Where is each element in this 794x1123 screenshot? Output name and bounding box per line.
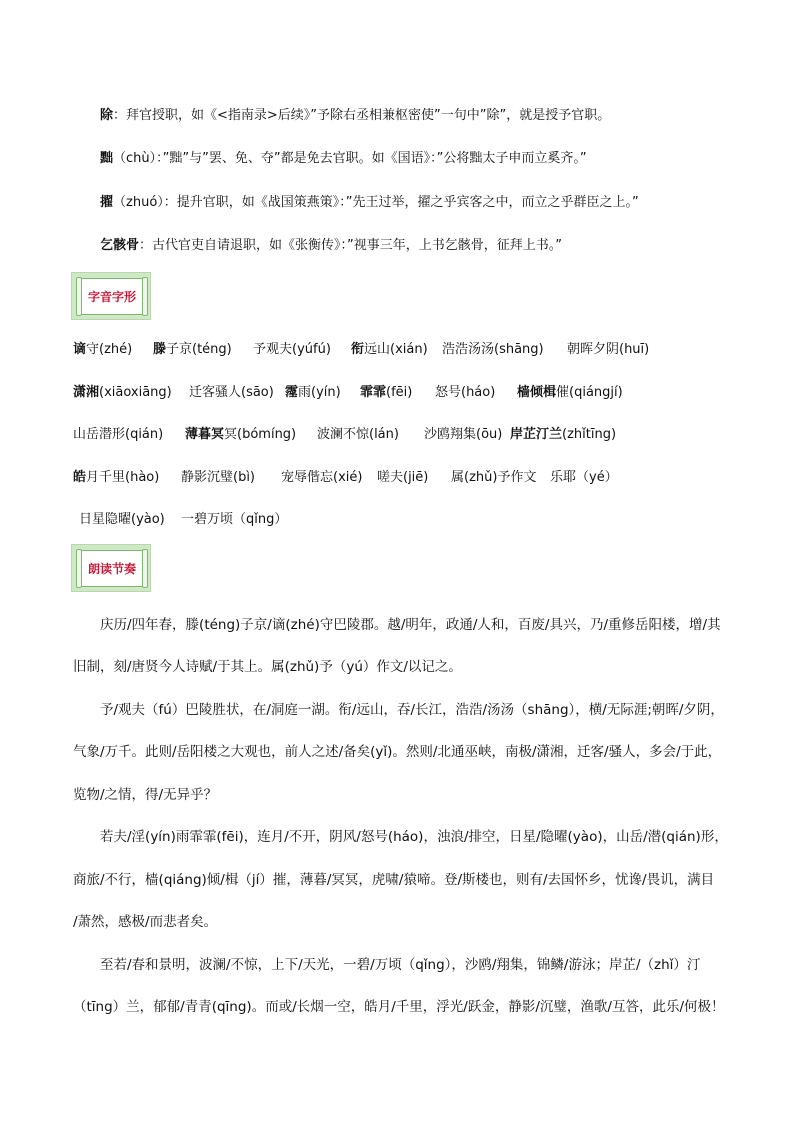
vocab-item: 乐耶（yé） (550, 470, 618, 485)
reading-line: 气象/万千。此则/岳阳楼之大观也，前人之述/备矣(yǐ)。然则/北通巫峡，南极/潇湘，迁客/骚人，多会/于此， (73, 744, 722, 760)
vocab-item: 薄暮冥冥(bómíng) (185, 427, 297, 442)
vocab-item: 岸芷汀兰(zhǐtīng) (510, 427, 617, 442)
vocab-item: 潇湘(xiāoxiāng) (73, 385, 172, 400)
section-banner-reading (71, 544, 151, 592)
vocab-item: 日星隐曜(yào) (79, 512, 165, 527)
definition-qihaigu: 乞骸骨：古代官吏自请退职，如《张衡传》：”视事三年，上书乞骸骨，征拜上书。” (100, 238, 562, 253)
section-banner-pronunciation (71, 272, 151, 320)
reading-line: 商旅/不行，樯(qiáng)倾/楫（jí）摧，薄暮/冥冥，虎啸/猿啼。登/斯楼也，则有/去国怀乡，忧谗/畏讥，满目 (73, 872, 715, 888)
vocab-item: 一碧万顷（qǐng） (181, 512, 288, 527)
vocab-item: 属(zhǔ)予作文 (451, 470, 537, 485)
vocab-item: 宠辱偕忘(xié) (281, 470, 363, 485)
definition-chu-dismiss: 黜（chù）：”黜”与”罢、免、夺”都是免去官职。如《国语》：”公将黜太子申而立奚齐。” (100, 151, 587, 166)
scroll-icon (79, 550, 145, 587)
reading-line: 至若/春和景明，波澜/不惊，上下/天光，一碧/万顷（qǐng），沙鸥/翔集，锦鳞/游泳；岸芷/（zhǐ）汀 (100, 957, 701, 973)
reading-line: 庆历/四年春，滕(téng)子京/谪(zhé)守巴陵郡。越/明年，政通/人和，百废/具兴，乃/重修岳阳楼，增/其 (100, 617, 721, 633)
vocab-item: 霏霏(fēi) (360, 385, 413, 400)
section-title: 朗读节奏 (87, 562, 136, 576)
vocab-item: 朝晖夕阴(huī) (567, 342, 650, 357)
vocab-item: 滕子京(téng) (153, 342, 232, 357)
reading-line: /萧然，感极/而悲者矣。 (73, 914, 218, 930)
vocab-item: 波澜不惊(lán) (317, 427, 399, 442)
vocab-item: 静影沉璧(bì) (181, 470, 256, 485)
scroll-icon (79, 278, 145, 315)
vocab-item: 樯倾楫催(qiángjí) (517, 385, 623, 400)
reading-line: 予/观夫（fú）巴陵胜状，在/洞庭一湖。衔/远山，吞/长江，浩浩/汤汤（shāng），横/无际涯;朝晖/夕阴， (100, 702, 724, 718)
vocab-item: 霪雨(yín) (285, 385, 341, 400)
vocab-item: 浩浩汤汤(shāng) (442, 342, 544, 357)
vocab-item: 迁客骚人(sāo) (189, 385, 274, 400)
reading-line: 若夫/淫(yín)雨霏霏(fēi)，连月/不开，阴风/怒号(háo)，浊浪/排空，日星/隐曜(yào)，山岳/潜(qián)形， (100, 829, 728, 845)
vocab-item: 嗟夫(jiē) (377, 470, 429, 485)
section-title: 字音字形 (87, 290, 136, 304)
vocab-item: 山岳潜形(qián) (73, 427, 164, 442)
reading-line: （tīng）兰，郁郁/青青(qīng)。而或/长烟一空，皓月/千里，浮光/跃金，静影/沉璧，渔歌/互答，此乐/何极！ (73, 999, 725, 1015)
vocab-item: 谪守(zhé) (73, 342, 133, 357)
vocab-item: 沙鸥翔集(ōu) (424, 427, 503, 442)
reading-line: 旧制，刻/唐贤今人诗赋/于其上。属(zhǔ)予（yú）作文/以记之。 (73, 659, 462, 675)
definition-zhuo: 擢（zhuó）：提升官职，如《战国策燕策》：”先王过举，擢之乎宾客之中，而立之乎群臣之上。” (100, 195, 639, 210)
vocab-item: 衔远山(xián) (351, 342, 428, 357)
vocab-item: 怒号(háo) (435, 385, 496, 400)
vocab-item: 予观夫(yúfú) (253, 342, 331, 357)
reading-line: 览物/之情，得/无异乎？ (73, 787, 218, 803)
definition-chu: 除：拜官授职，如《<指南录>后续》”予除右丞相兼枢密使”一句中”除”，就是授予官职。 (100, 108, 611, 123)
vocab-item: 皓月千里(hào) (73, 470, 160, 485)
